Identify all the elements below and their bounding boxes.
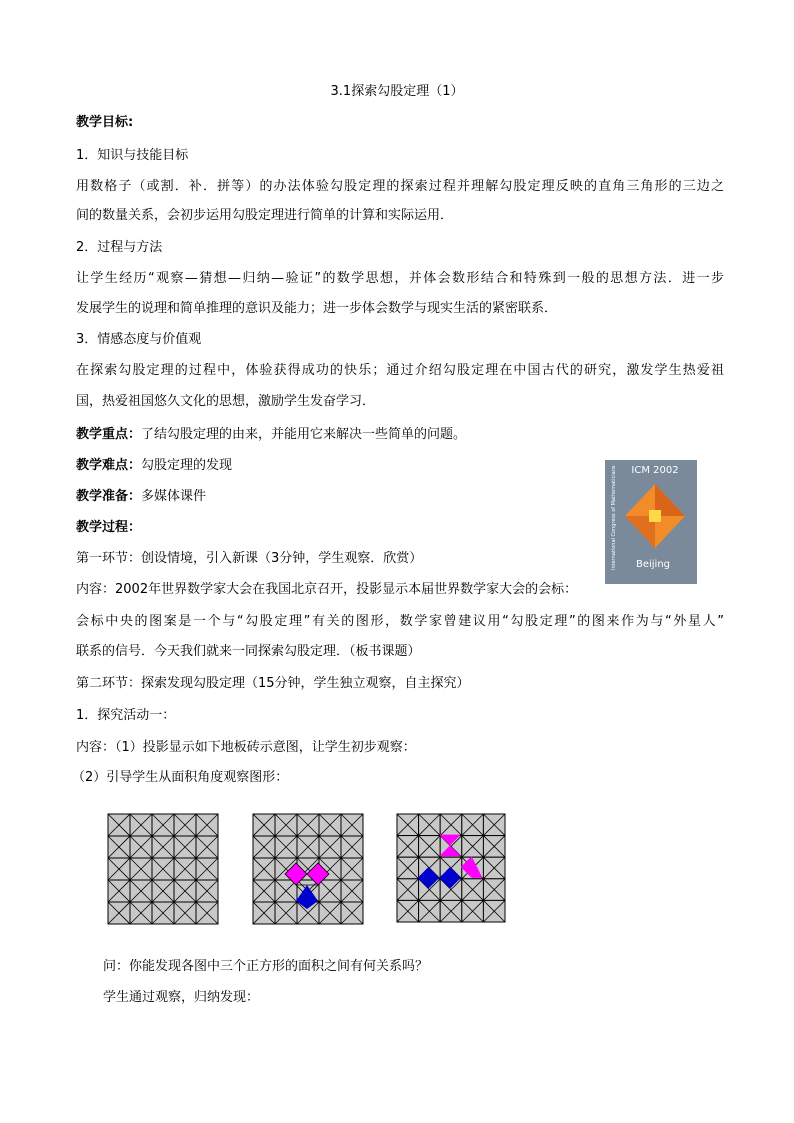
activity-1: 1．探究活动一： xyxy=(76,708,176,723)
logo-city: Beijing xyxy=(635,559,671,570)
difficulty-label: 教学难点： xyxy=(76,458,142,473)
objective-1-line-1: 用数格子（或割．补．拼等）的办法体验勾股定理的探索过程并理解勾股定理反映的直角三角形的三边之 xyxy=(76,179,724,194)
difficulty xyxy=(76,457,232,475)
content-3: 内容：（1）投影显示如下地板砖示意图，让学生初步观察： xyxy=(76,740,416,755)
objective-3-line-2: 国，热爱祖国悠久文化的思想，激励学生发奋学习． xyxy=(76,394,376,409)
objective-1-heading: 1．知识与技能目标 xyxy=(76,148,189,163)
answer-intro: 学生通过观察，归纳发现： xyxy=(103,990,260,1005)
step-2: 第二环节：探索发现勾股定理（15分钟，学生独立观察，自主探究） xyxy=(76,676,470,691)
objective-2-line-2: 发展学生的说理和简单推理的意识及能力；进一步体会数学与现实生活的紧密联系． xyxy=(76,301,558,316)
logo-title: ICM 2002 xyxy=(631,465,679,476)
objective-2-line-1: 让学生经历“观察—猜想—归纳—验证”的数学思想，并体会数形结合和特殊到一般的思想方法．进一步 xyxy=(76,271,724,286)
preparation-text: 多媒体课件 xyxy=(141,489,207,504)
content-4: （2）引导学生从面积角度观察图形： xyxy=(72,770,289,785)
question: 问：你能发现各图中三个正方形的面积之间有何关系吗？ xyxy=(103,959,429,974)
preparation-label: 教学准备： xyxy=(76,489,142,504)
tile-figure-3 xyxy=(396,813,506,923)
objective-3-line-1: 在探索勾股定理的过程中，体验获得成功的快乐；通过介绍勾股定理在中国古代的研究，激发学生热爱祖 xyxy=(76,363,724,378)
icm-2002-logo xyxy=(605,460,697,584)
difficulty-text: 勾股定理的发现 xyxy=(141,458,233,473)
process-heading: 教学过程： xyxy=(76,520,142,535)
tile-figure-2 xyxy=(252,813,364,925)
key-point-text: 了结勾股定理的由来，并能用它来解决一些简单的问题。 xyxy=(141,427,467,442)
objectives-heading: 教学目标: xyxy=(76,115,134,130)
objective-3-heading: 3．情感态度与价值观 xyxy=(76,332,202,347)
objective-2-heading: 2．过程与方法 xyxy=(76,240,163,255)
content-2-line-2: 联系的信号．今天我们就来一同探索勾股定理．（板书课题） xyxy=(76,644,421,659)
tile-figure-1 xyxy=(107,813,219,925)
logo-center-square xyxy=(649,510,661,522)
tile-grid-1 xyxy=(108,814,218,924)
key-point xyxy=(76,426,466,444)
logo-side-text: International Congress of Mathematicians xyxy=(611,465,617,570)
content-1: 内容：2002年世界数学家大会在我国北京召开，投影显示本届世界数学家大会的会标： xyxy=(76,582,578,597)
key-point-label: 教学重点： xyxy=(76,427,142,442)
objective-1-line-2: 间的数量关系，会初步运用勾股定理进行简单的计算和实际运用． xyxy=(76,208,454,223)
preparation xyxy=(76,488,206,506)
page-title: 3.1探索勾股定理（1） xyxy=(330,84,464,99)
step-1: 第一环节：创设情境，引入新课（3分钟，学生观察．欣赏） xyxy=(76,551,423,566)
content-2-line-1: 会标中央的图案是一个与“勾股定理”有关的图形，数学家曾建议用“勾股定理”的图来作为与“外星人” xyxy=(76,614,724,629)
